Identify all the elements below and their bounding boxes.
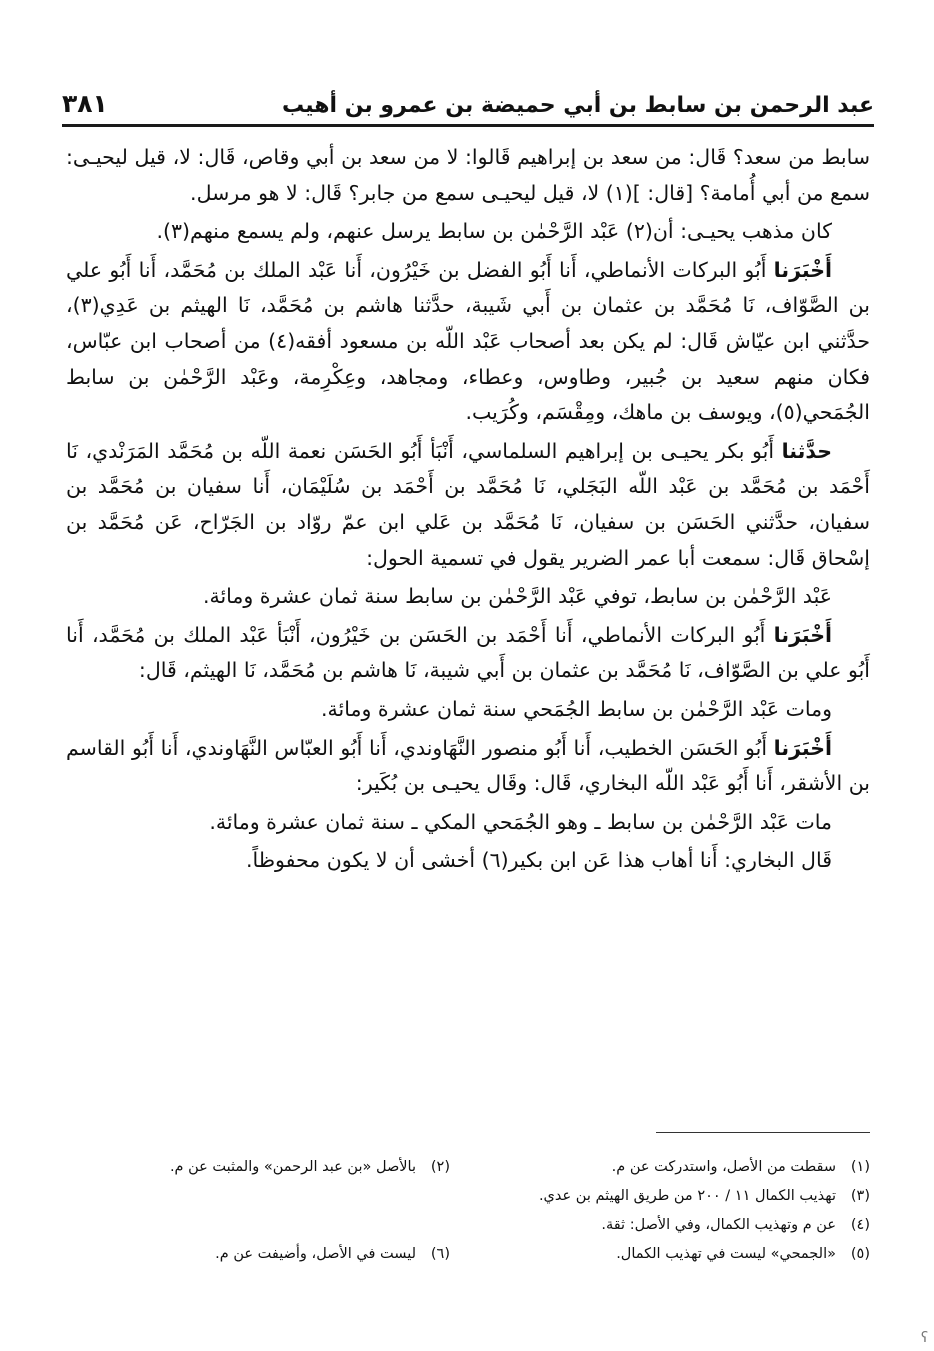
chain-lead-word: أَخْبَرَنا	[773, 622, 832, 647]
footnote-number: (٣)	[850, 1188, 870, 1204]
paragraph: عَبْد الرَّحْمٰن بن سابط، توفي عَبْد الرَّحْمٰن بن سابط سنة ثمان عشرة ومائة.	[202, 584, 832, 609]
page-number: ٣٨١	[62, 89, 108, 118]
footnotes	[120, 1153, 870, 1269]
footnote-number: (٥)	[850, 1246, 870, 1262]
footnote	[539, 1182, 870, 1211]
footnote	[601, 1211, 870, 1240]
footnote	[450, 1153, 870, 1182]
footnote	[170, 1153, 450, 1182]
scan-mark: ʕ	[921, 1330, 929, 1346]
footnote-text: تهذيب الكمال ١١ / ٢٠٠ من طريق الهيثم بن عدي.	[538, 1188, 836, 1204]
paragraph	[66, 253, 870, 431]
footnote-number: (٢)	[430, 1159, 450, 1175]
chain-lead-word: أَخْبَرَنا	[773, 735, 832, 760]
paragraph	[66, 434, 870, 576]
footnote-row	[120, 1153, 870, 1182]
paragraph-text: أَبُو البركات الأنماطي، أَنا أَبُو الفضل بن خَيْرُون، أَنا عَبْد الملك بن مُحَمَّد، أَنا أَبُو علي بن الصَّوّاف، نَا مُحَمَّد بن عثمان بن أَبي شَيبة، حدَّثنا هاشم بن مُحَمَّد، نَا الهيثم بن عَدِي(٣)، حدَّثني ابن عيّاش قَال: لم يكن بعد أصحاب عَبْد اللّه بن مسعود أفقه(٤) من أصحاب ابن عبّاس، فكان منهم سعيد بن جُبير، وطاوس، وعطاء، ومجاهد، وعِكْرِمة، وعَبْد الرَّحْمٰن بن سابط الجُمَحي(٥)، ويوسف بن ماهك، ومِقْسَم، وكُرَيب.	[66, 257, 870, 425]
footnote-text: عن م وتهذيب الكمال، وفي الأصل: ثقة.	[601, 1217, 836, 1233]
chain-lead-word: أَخْبَرَنا	[773, 257, 832, 282]
paragraph-text: أَبُو الحَسَن الخطيب، أَنا أَبُو منصور النَّهَاوندي، أَنا أَبُو العبّاس النَّهَاوندي، أَنا أَبُو القاسم بن الأشقر، أَنا أَبُو عَبْد اللّه البخاري، قَال: وقَال يحيـى بن بُكَير:	[66, 735, 870, 796]
paragraph: قَال البخاري: أَنا أهاب هذا عَن ابن بكير(٦) أخشى أن لا يكون محفوظاً.	[245, 848, 832, 873]
footnote-text: سقطت من الأصل، واستدركت عن م.	[611, 1159, 836, 1175]
paragraph	[66, 731, 870, 802]
footnote-row	[120, 1182, 870, 1211]
footnote-row	[120, 1240, 870, 1269]
paragraph	[66, 618, 870, 689]
running-title: عبد الرحمن بن سابط بن أبي حميضة بن عمرو بن أهيب	[281, 93, 874, 118]
body-text	[66, 140, 870, 882]
footnote-number: (١)	[850, 1159, 870, 1175]
footnote-text: بالأصل «بن عبد الرحمن» والمثبت عن م.	[169, 1159, 416, 1175]
footnote-row	[120, 1211, 870, 1240]
paragraph: مات عَبْد الرَّحْمٰن بن سابط ـ وهو الجُمَحي المكي ـ سنة ثمان عشرة ومائة.	[209, 809, 832, 834]
footnote-text: «الجمحي» ليست في تهذيب الكمال.	[616, 1246, 836, 1262]
footnote-separator	[656, 1132, 870, 1133]
footnote	[215, 1240, 450, 1269]
paragraph-text: أَبُو البركات الأنماطي، أَنا أَحْمَد بن الحَسَن بن خَيْرُون، أَنْبَأ عَبْد الملك بن مُحَمَّد، أَنا أَبُو علي بن الصَّوّاف، نَا مُحَمَّد بن عثمان بن أَبي شيبة، نَا هاشم بن مُحَمَّد، نَا الهيثم، قَال:	[66, 622, 870, 683]
paragraph: سابط من سعد؟ قَال: من سعد بن إبراهيم قَالوا: لا من سعد بن أبي وقاص، قَال: لا، قيل ليحيـى: سمع من أبي أُمامة؟ [قال: ](١) لا، قيل ليحيـى سمع من جابر؟ قَال: لا هو مرسل.	[66, 145, 870, 205]
footnote-number: (٤)	[850, 1217, 870, 1233]
page-header	[62, 68, 874, 127]
footnote	[450, 1240, 870, 1269]
footnote-number: (٦)	[430, 1246, 450, 1262]
paragraph-text: أَبُو بكر يحيـى بن إبراهيم السلماسي، أَنْبَأ أَبُو الحَسَن نعمة اللّه بن مُحَمَّد المَرَنْدي، نَا أَحْمَد بن مُحَمَّد بن عَبْد اللّه البَجَلي، نَا مُحَمَّد بن أَحْمَد بن سُلَيْمَان، أَنا سفيان بن مُحَمَّد بن سفيان، حدَّثني الحَسَن بن سفيان، نَا مُحَمَّد بن عَلي ابن عمّ روّاد بن الجَرّاح، عَن مُحَمَّد بن إسْحاق قَال: سمعت أبا عمر الضرير يقول في تسمية الحول:	[66, 438, 870, 570]
paragraph: ومات عَبْد الرَّحْمٰن بن سابط الجُمَحي سنة ثمان عشرة ومائة.	[321, 696, 832, 721]
paragraph: كان مذهب يحيـى: أن(٢) عَبْد الرَّحْمٰن بن سابط يرسل عنهم، ولم يسمع منهم(٣).	[156, 219, 832, 244]
footnote-text: ليست في الأصل، وأضيفت عن م.	[215, 1246, 416, 1262]
chain-lead-word: حدَّثنا	[781, 438, 832, 463]
